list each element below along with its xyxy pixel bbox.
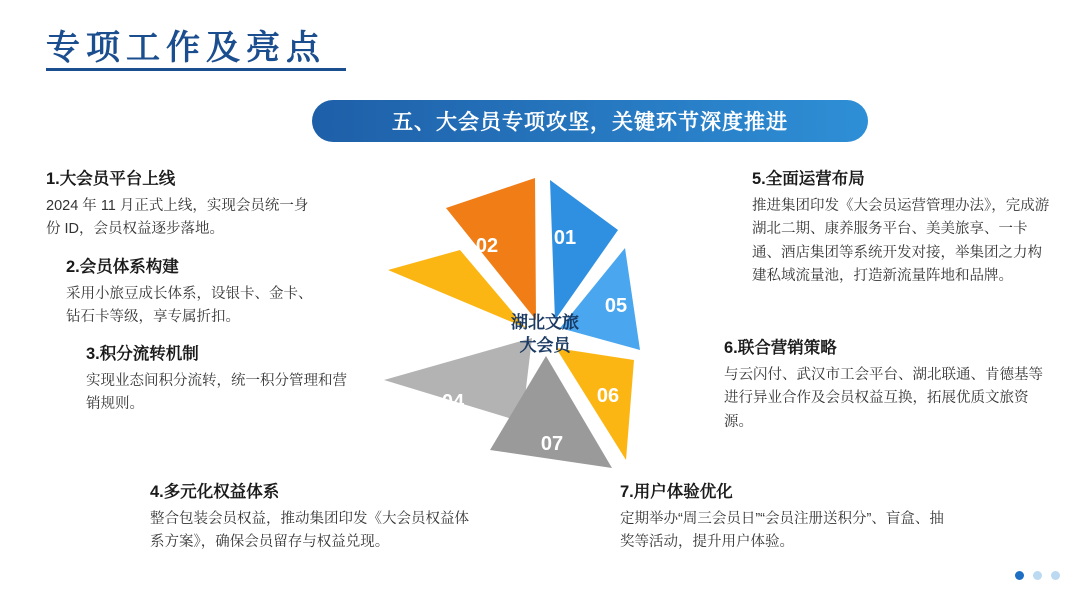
pagination-dots[interactable] (1015, 571, 1060, 580)
pagination-dot-1[interactable] (1015, 571, 1024, 580)
wheel-num-02: 02 (475, 235, 499, 257)
item-7-heading: 7.用户体验优化 (620, 483, 733, 501)
wheel-num-04: 04 (441, 391, 465, 413)
wheel-center-line2: 大会员 (519, 335, 571, 355)
item-6 (724, 334, 1044, 434)
section-banner: 五、大会员专项攻坚，关键环节深度推进 (312, 100, 868, 142)
item-7 (620, 478, 950, 555)
item-4-heading: 4.多元化权益体系 (150, 483, 280, 501)
pinwheel-diagram (350, 160, 740, 500)
item-3-heading: 3.积分流转机制 (86, 345, 199, 363)
wheel-center-line1: 湖北文旅 (511, 313, 579, 332)
item-4 (150, 478, 480, 555)
item-5-heading: 5.全面运营布局 (752, 170, 865, 188)
wheel-num-06: 06 (596, 385, 620, 407)
wheel-center-label (511, 312, 579, 358)
item-6-body: 与云闪付、武汉市工会平台、湖北联通、肯德基等进行异业合作及会员权益互换，拓展优质文旅资源。 (724, 367, 1043, 430)
item-2-heading: 2.会员体系构建 (66, 258, 179, 276)
item-2-body: 采用小旅豆成长体系，设银卡、金卡、钻石卡等级，享专属折扣。 (66, 286, 313, 326)
item-2 (66, 253, 326, 330)
item-7-body: 定期举办“周三会员日”“会员注册送积分”、盲盒、抽奖等活动，提升用户体验。 (620, 511, 944, 551)
item-1-heading: 1.大会员平台上线 (46, 170, 176, 188)
item-1 (46, 165, 316, 242)
pagination-dot-3[interactable] (1051, 571, 1060, 580)
item-5-body: 推进集团印发《大会员运营管理办法》，完成游湖北二期、康养服务平台、美美旅享、一卡通、酒店集团等系统开发对接，举集团之力构建私域流量池，打造新流量阵地和品牌。 (752, 198, 1050, 285)
page-title: 专项工作及亮点 (46, 28, 326, 68)
wheel-num-07: 07 (540, 433, 564, 455)
item-6-heading: 6.联合营销策略 (724, 339, 837, 357)
pagination-dot-2[interactable] (1033, 571, 1042, 580)
item-3 (86, 340, 351, 417)
item-3-body: 实现业态间积分流转，统一积分管理和营销规则。 (86, 373, 347, 413)
item-4-body: 整合包装会员权益，推动集团印发《大会员权益体系方案》，确保会员留存与权益兑现。 (150, 511, 469, 551)
wheel-num-03: 03 (418, 306, 442, 328)
title-underline (46, 68, 346, 71)
wheel-num-01: 01 (553, 227, 577, 249)
wheel-num-05: 05 (604, 295, 628, 317)
item-1-body: 2024 年 11 月正式上线，实现会员统一身份 ID，会员权益逐步落地。 (46, 198, 309, 238)
item-5 (752, 165, 1052, 289)
